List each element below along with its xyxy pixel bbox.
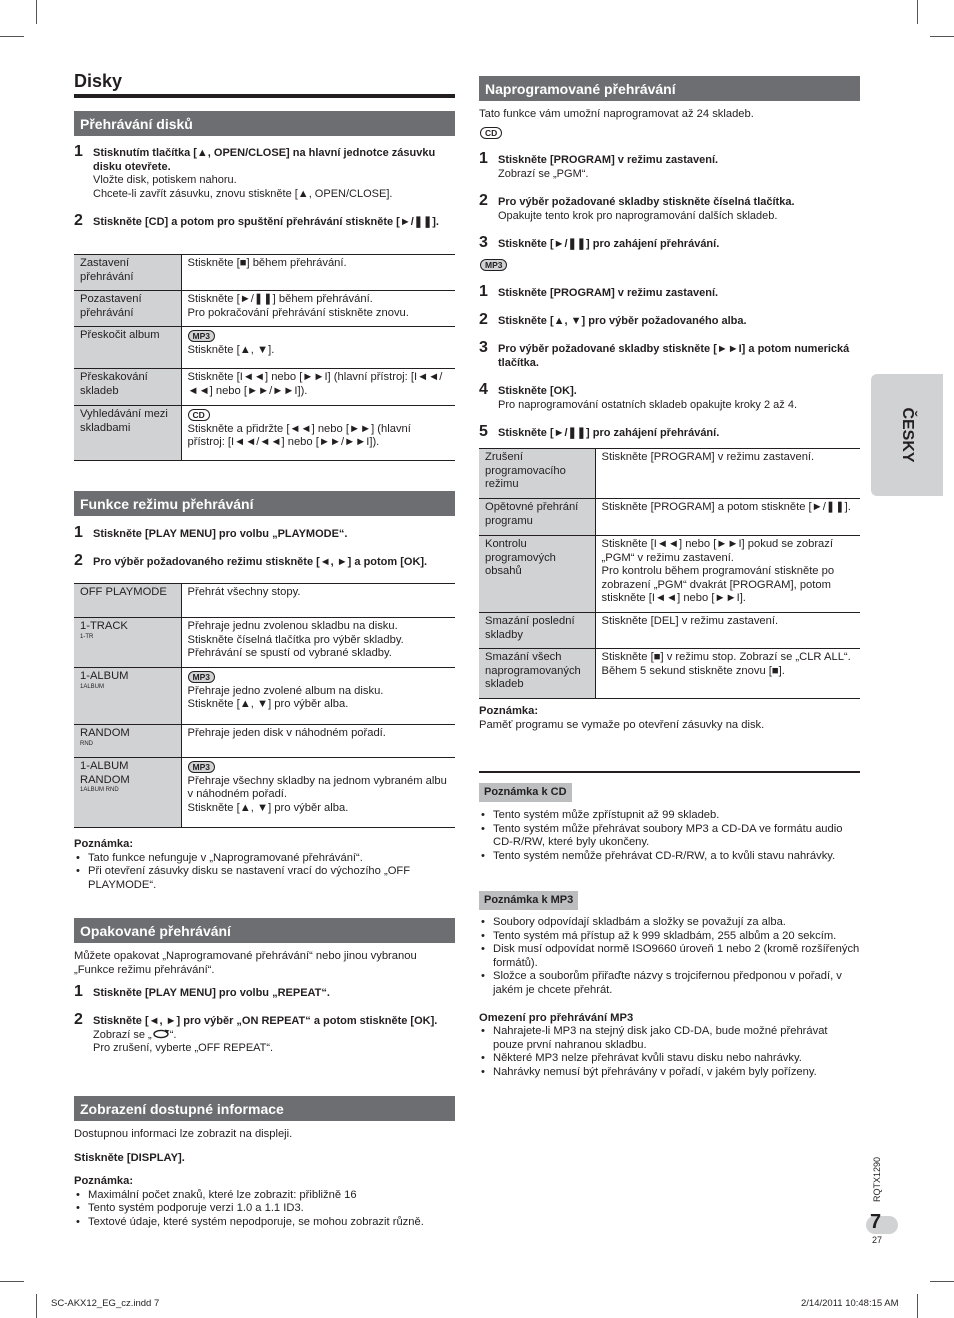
program-mp3-step-4 bbox=[479, 381, 860, 412]
program-mp3-step-3 bbox=[479, 339, 860, 370]
step-number: 2 bbox=[74, 552, 83, 569]
list-item: • Textové údaje, které systém nepodporuje, se mohou zobrazit různě. bbox=[74, 1216, 455, 1230]
row-label: Zastavení přehrávání bbox=[74, 255, 181, 291]
table-row bbox=[74, 255, 455, 291]
row-label: Zrušení programovacího režimu bbox=[479, 449, 595, 499]
display-action: Stiskněte [DISPLAY]. bbox=[74, 1152, 185, 1164]
row-text: Přehraje jednu zvolenou skladbu na disku. Stiskněte číselná tlačítka pro výběr skladby. Přehrávání se spustí od vybrané skladby. bbox=[181, 618, 455, 668]
repeat-intro: Můžete opakovat „Naprogramované přehrávání“ nebo jinou vybranou „Funkce režimu přehrávání“. bbox=[74, 950, 417, 976]
row-label: Smazání poslední skladby bbox=[479, 613, 595, 649]
playback-table bbox=[74, 254, 455, 461]
step-instruction: Pro výběr požadované skladby stiskněte [►►I] a potom numerická tlačítka. bbox=[498, 343, 850, 369]
page-title: Disky bbox=[74, 71, 123, 91]
page-number: 7 bbox=[870, 1211, 882, 1233]
row-label: Vyhledávání mezi skladbami bbox=[74, 406, 181, 461]
row-text: Stiskněte a přidržte [◄◄] nebo [►►] (hlavní přístroj: [I◄◄/◄◄] nebo [►►/►►I]). bbox=[187, 422, 411, 449]
step-instruction: Pro výběr požadované skladby stiskněte číselná tlačítka. bbox=[498, 196, 795, 208]
step-instruction: Stiskněte [OK]. bbox=[498, 385, 577, 397]
list-item: • Disk musí odpovídat normě ISO9660 úroveň 1 nebo 2 (kromě rozšířených formátů). bbox=[479, 943, 860, 970]
step-number: 1 bbox=[74, 143, 83, 160]
table-row bbox=[479, 613, 860, 649]
playmode-step-2 bbox=[74, 552, 455, 570]
section-heading-playmode: Funkce režimu přehrávání bbox=[74, 491, 455, 516]
step-number: 2 bbox=[74, 1011, 83, 1028]
row-label: Přeskakování skladeb bbox=[74, 369, 181, 406]
row-label: Pozastavení přehrávání bbox=[74, 291, 181, 327]
row-text: Stiskněte [■] během přehrávání. bbox=[181, 255, 455, 291]
list-item: • Soubory odpovídají skladbám a složky se považují za alba. bbox=[479, 916, 860, 930]
step-number: 3 bbox=[479, 339, 488, 356]
step-number: 1 bbox=[74, 983, 83, 1000]
display-text: RND bbox=[80, 740, 93, 747]
step-instruction: Stiskněte [▲, ▼] pro výběr požadovaného alba. bbox=[498, 315, 747, 327]
row-text: Stiskněte [►/❚❚] během přehrávání. Pro pokračování přehrávání stiskněte znovu. bbox=[181, 291, 455, 327]
section-heading-display: Zobrazení dostupné informace bbox=[74, 1096, 455, 1121]
list-item: • Při otevření zásuvky disku se nastavení vrací do výchozího „OFF PLAYMODE“. bbox=[74, 865, 455, 892]
row-text: Stiskněte [I◄◄] nebo [►►I] (hlavní přístroj: [I◄◄/◄◄] nebo [►►/►►I]). bbox=[181, 369, 455, 406]
row-text: Stiskněte [■] v režimu stop. Zobrazí se „CLR ALL“. Během 5 sekund stiskněte znovu [■]. bbox=[595, 649, 860, 699]
step-instruction: Stisknutím tlačítka [▲, OPEN/CLOSE] na hlavní jednotce zásuvku disku otevřete. bbox=[93, 147, 436, 173]
row-label: RANDOM bbox=[80, 727, 130, 739]
repeat-step-2 bbox=[74, 1011, 455, 1056]
row-label: Kontrolu programových obsahů bbox=[479, 536, 595, 613]
display-note bbox=[74, 1175, 455, 1229]
table-row bbox=[74, 406, 455, 461]
note-title: Poznámka: bbox=[74, 1175, 134, 1187]
list-item: • Maximální počet znaků, které lze zobrazit: přibližně 16 bbox=[74, 1189, 455, 1203]
repeat-step-1 bbox=[74, 983, 455, 1001]
step-instruction: Stiskněte [►/❚❚] pro zahájení přehrávání. bbox=[498, 427, 720, 439]
table-row bbox=[74, 584, 455, 618]
program-cd-step-3 bbox=[479, 234, 860, 252]
row-text: Přehraje jeden disk v náhodném pořadí. bbox=[181, 725, 455, 758]
note-text: Paměť programu se vymaže po otevření zásuvky na disk. bbox=[479, 718, 765, 731]
row-label: Opětovné přehrání programu bbox=[479, 499, 595, 536]
row-text: Přehraje jedno zvolené album na disku. Stiskněte [▲, ▼] pro výběr alba. bbox=[187, 684, 384, 711]
step-detail: Opakujte tento krok pro naprogramování dalších skladeb. bbox=[498, 209, 778, 222]
program-cd-step-1 bbox=[479, 150, 860, 181]
mp3-badge: MP3 bbox=[188, 330, 215, 342]
display-text: 1ALBUM bbox=[80, 683, 105, 690]
table-row bbox=[74, 668, 455, 725]
cd-note-heading: Poznámka k CD bbox=[479, 783, 572, 802]
cd-badge: CD bbox=[188, 409, 210, 421]
step-instruction: Stiskněte [CD] a potom pro spuštění přehrávání stiskněte [►/❚❚]. bbox=[93, 216, 439, 228]
list-item: • Tento systém může zpřístupnit až 99 skladeb. bbox=[479, 809, 860, 823]
row-text: Přehrát všechny stopy. bbox=[181, 584, 455, 618]
list-item: • Tento systém má přístup až k 999 skladbám, 255 albům a 20 sekcím. bbox=[479, 930, 860, 944]
step-detail: Pro zrušení, vyberte „OFF REPEAT“. bbox=[93, 1042, 274, 1055]
note-title: Poznámka: bbox=[479, 705, 539, 717]
cd-badge bbox=[480, 126, 502, 141]
step-number: 2 bbox=[479, 192, 488, 209]
step-detail: Chcete-li zavřít zásuvku, znovu stiskněte [▲, OPEN/CLOSE]. bbox=[93, 187, 393, 200]
mp3-badge: MP3 bbox=[188, 761, 215, 773]
language-tab bbox=[871, 374, 943, 496]
table-row bbox=[74, 725, 455, 758]
row-text: Stiskněte [▲, ▼]. bbox=[187, 343, 275, 356]
step-instruction: Stiskněte [PLAY MENU] pro volbu „PLAYMODE“. bbox=[93, 528, 348, 540]
step-number: 1 bbox=[479, 150, 488, 167]
note-title: Poznámka: bbox=[74, 838, 134, 850]
list-item: • Složce a souborům přiřaďte názvy s trojcifernou předponou v pořadí, v jakém je chcete přehrát. bbox=[479, 970, 860, 997]
mp3-limits-list bbox=[479, 1025, 860, 1079]
list-item: • Tento systém nemůže přehrávat CD-R/RW, a to kvůli stavu nahrávky. bbox=[479, 850, 860, 864]
table-row bbox=[479, 499, 860, 536]
row-label: Přeskočit album bbox=[74, 327, 181, 369]
file-name: SC-AKX12_EG_cz.indd 7 bbox=[51, 1298, 160, 1309]
section-heading-repeat: Opakované přehrávání bbox=[74, 918, 455, 943]
display-text: 1-TR bbox=[80, 633, 94, 640]
row-label: Smazání všech naprogramovaných skladeb bbox=[479, 649, 595, 699]
step-number: 4 bbox=[479, 381, 488, 398]
step-number: 5 bbox=[479, 423, 488, 440]
program-intro: Tato funkce vám umožní naprogramovat až 24 skladeb. bbox=[479, 108, 754, 120]
row-label: 1-TRACK bbox=[80, 620, 128, 632]
table-row bbox=[479, 536, 860, 613]
row-label: OFF PLAYMODE bbox=[74, 584, 181, 618]
step-instruction: Stiskněte [PLAY MENU] pro volbu „REPEAT“. bbox=[93, 987, 330, 999]
step-instruction: Pro výběr požadovaného režimu stiskněte [◄, ►] a potom [OK]. bbox=[93, 556, 428, 568]
divider bbox=[479, 771, 860, 773]
mp3-badge-label: MP3 bbox=[480, 259, 507, 271]
program-cd-step-2 bbox=[479, 192, 860, 223]
list-item: • Tato funkce nefunguje v „Naprogramované přehrávání“. bbox=[74, 852, 455, 866]
step-number: 1 bbox=[74, 524, 83, 541]
row-text: Stiskněte [PROGRAM] v režimu zastavení. bbox=[595, 449, 860, 499]
step-instruction: Stiskněte [PROGRAM] v režimu zastavení. bbox=[498, 287, 719, 299]
section-heading-playback: Přehrávání disků bbox=[74, 111, 455, 136]
repeat-icon bbox=[152, 1029, 170, 1039]
playback-step-2 bbox=[74, 212, 455, 230]
step-detail: Pro naprogramování ostatních skladeb opakujte kroky 2 až 4. bbox=[498, 398, 798, 411]
step-instruction: Stiskněte [►/❚❚] pro zahájení přehrávání. bbox=[498, 238, 720, 250]
cd-note-list bbox=[479, 809, 860, 863]
step-number: 2 bbox=[74, 212, 83, 229]
row-text: Stiskněte [DEL] v režimu zastavení. bbox=[595, 613, 860, 649]
table-row bbox=[74, 618, 455, 668]
mp3-limits-title: Omezení pro přehrávání MP3 bbox=[479, 1012, 634, 1024]
mp3-badge bbox=[480, 258, 507, 273]
program-mp3-step-2 bbox=[479, 311, 860, 329]
mp3-note-list bbox=[479, 916, 860, 998]
title-rule bbox=[74, 94, 455, 98]
list-item: • Nahrajete-li MP3 na stejný disk jako CD-DA, bude možné přehrávat pouze první nahranou skladbu. bbox=[479, 1025, 860, 1052]
program-note bbox=[479, 705, 860, 732]
program-table bbox=[479, 448, 860, 699]
step-detail: Zobrazí se „PGM“. bbox=[498, 167, 589, 180]
table-row bbox=[479, 649, 860, 699]
document-code: RQTX1290 bbox=[872, 1156, 882, 1202]
table-row bbox=[479, 449, 860, 499]
step-number: 2 bbox=[479, 311, 488, 328]
section-heading-program: Naprogramované přehrávání bbox=[479, 76, 860, 101]
step-instruction: Stiskněte [◄, ►] pro výběr „ON REPEAT“ a potom stiskněte [OK]. bbox=[93, 1015, 438, 1027]
row-label: 1-ALBUM RANDOM bbox=[80, 760, 130, 786]
step-number: 1 bbox=[479, 283, 488, 300]
step-detail: Vložte disk, potiskem nahoru. bbox=[93, 174, 237, 187]
program-mp3-step-1 bbox=[479, 283, 860, 301]
page-number-small: 27 bbox=[872, 1235, 883, 1245]
table-row bbox=[74, 327, 455, 369]
playback-step-1 bbox=[74, 143, 455, 201]
mp3-badge: MP3 bbox=[188, 671, 215, 683]
step-detail: Zobrazí se „ bbox=[93, 1028, 152, 1041]
list-item: • Tento systém může přehrávat soubory MP3 a CD-DA ve formátu audio CD-R/RW, které byly ukončeny. bbox=[479, 823, 860, 850]
step-detail: “. bbox=[169, 1028, 177, 1041]
list-item: • Některé MP3 nelze přehrávat kvůli stavu disku nebo nahrávky. bbox=[479, 1052, 860, 1066]
cd-badge-label: CD bbox=[480, 127, 502, 139]
list-item: • Tento systém podporuje verzi 1.0 a 1.1 ID3. bbox=[74, 1202, 455, 1216]
mp3-note-heading: Poznámka k MP3 bbox=[479, 891, 578, 910]
display-intro: Dostupnou informaci lze zobrazit na displeji. bbox=[74, 1128, 293, 1140]
row-text: Stiskněte [I◄◄] nebo [►►I] pokud se zobrazí „PGM“ v režimu zastavení. Pro kontrolu během programování stiskněte po zobrazení „PGM“ dvakrát [PROGRAM], potom stiskněte [I◄◄] nebo [►►I]. bbox=[595, 536, 860, 613]
row-label: 1-ALBUM bbox=[80, 670, 129, 682]
display-text: 1ALBUM RND bbox=[80, 787, 119, 794]
table-row bbox=[74, 758, 455, 828]
list-item: • Nahrávky nemusí být přehrávány v pořadí, v jakém byly pořízeny. bbox=[479, 1066, 860, 1080]
program-mp3-step-5 bbox=[479, 423, 860, 441]
row-text: Stiskněte [PROGRAM] a potom stiskněte [►/❚❚]. bbox=[595, 499, 860, 536]
playmode-step-1 bbox=[74, 524, 455, 542]
step-number: 3 bbox=[479, 234, 488, 251]
playmode-table bbox=[74, 583, 455, 828]
language-tab-label: ČESKY bbox=[898, 407, 916, 463]
playmode-note bbox=[74, 838, 455, 892]
table-row bbox=[74, 369, 455, 406]
row-text: Přehraje všechny skladby na jednom vybraném albu v náhodném pořadí. Stiskněte [▲, ▼] pro výběr alba. bbox=[187, 774, 447, 814]
file-date: 2/14/2011 10:48:15 AM bbox=[801, 1298, 899, 1309]
table-row bbox=[74, 291, 455, 327]
step-instruction: Stiskněte [PROGRAM] v režimu zastavení. bbox=[498, 154, 719, 166]
